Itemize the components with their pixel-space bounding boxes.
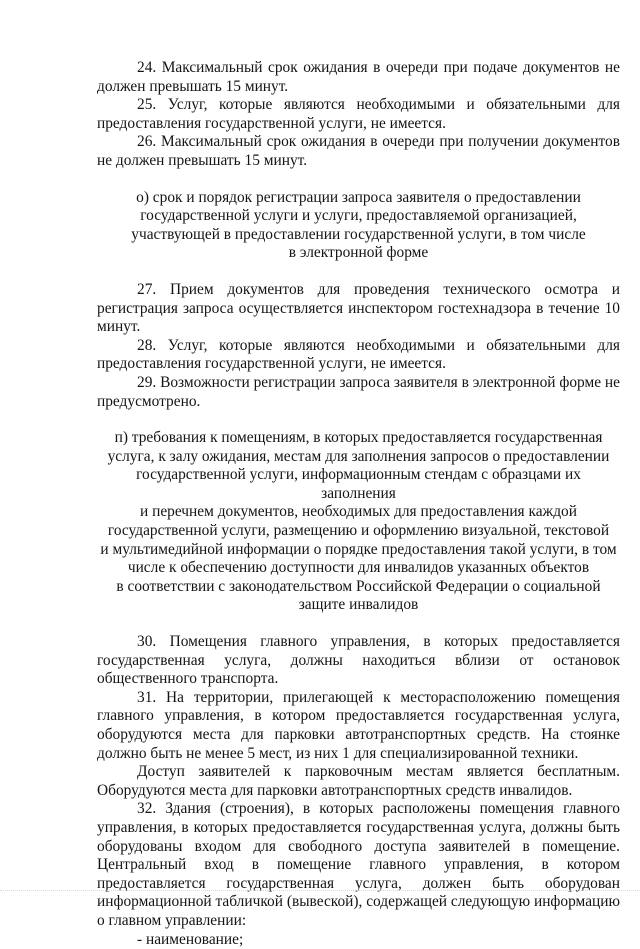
paragraph-30: 30. Помещения главного управления, в которых предоставляется государственная услуга, должны находиться вблизи от остановок общественного транспорта. — [97, 633, 620, 688]
paragraph-32: 32. Здания (строения), в которых расположены помещения главного управления, в которых предоставляется государственная услуга, должны быть оборудованы входом для свободного доступа заявителей в помещение. Центральный вход в помещение главного управления, в котором предоставляется государственная услуга, должен быть оборудован информационной табличкой (вывеской), содержащей следующую информацию о главном управлении: — [97, 800, 620, 929]
section-heading-p-line: в соответствии с законодательством Российской Федерации о социальной — [116, 577, 601, 595]
section-heading-p-line: и перечнем документов, необходимых для предоставления каждой — [140, 503, 577, 521]
paragraph-31-continued: Доступ заявителей к парковочным местам является бесплатным. Оборудуются места для парковки автотранспортных средств инвалидов. — [97, 763, 620, 799]
paragraph-28: 28. Услуг, которые являются необходимыми и обязательными для предоставления государственной услуги, не имеется. — [97, 336, 620, 373]
section-heading-o-line: о) срок и порядок регистрации запроса заявителя о предоставлении — [136, 188, 581, 206]
document-page — [97, 59, 620, 949]
paragraph-29: 29. Возможности регистрации запроса заявителя в электронной форме не предусмотрено. — [97, 373, 620, 410]
section-heading-o-line: участвующей в предоставлении государственной услуги, в том числе — [131, 225, 586, 243]
section-heading-o-line: государственной услуги и услуги, предоставляемой организацией, — [140, 207, 577, 225]
section-heading-p-line: и мультимедийной информации о порядке предоставления такой услуги, в том — [100, 540, 617, 558]
section-heading-p-line: услуга, к залу ожидания, местам для заполнения запросов о предоставлении — [107, 447, 610, 465]
section-heading-o-line: в электронной форме — [288, 244, 429, 262]
paragraph-31: 31. На территории, прилегающей к месторасположению помещения главного управления, в котором предоставляется государственная услуга, оборудуются места для парковки автотранспортных средств. На стоянке должно быть не менее 5 мест, из них 1 для специализированной техники. — [97, 688, 620, 762]
paragraph-24: 24. Максимальный срок ожидания в очереди при подаче документов не должен превышать 15 минут. — [97, 59, 620, 95]
list-item-name: - наименование; — [137, 930, 244, 948]
scan-edge-divider — [0, 890, 640, 892]
paragraph-26: 26. Максимальный срок ожидания в очереди при получении документов не должен превышать 15 минут. — [97, 133, 620, 169]
section-heading-p-line: государственной услуги, информационным стендам с образцами их заполнения — [136, 466, 581, 502]
section-heading-p-line: государственной услуги, размещению и оформлению визуальной, текстовой — [107, 522, 610, 540]
section-heading-p-line: числе к обеспечению доступности для инвалидов указанных объектов — [127, 559, 590, 577]
paragraph-27: 27. Прием документов для проведения технического осмотра и регистрация запроса осуществляется инспектором гостехнадзора в течение 10 минут. — [97, 280, 620, 336]
paragraph-25: 25. Услуг, которые являются необходимыми и обязательными для предоставления государственной услуги, не имеется. — [97, 96, 620, 132]
section-heading-p-line: п) требования к помещениям, в которых предоставляется государственная — [114, 429, 603, 447]
section-heading-o — [97, 189, 620, 263]
section-heading-p-line: защите инвалидов — [298, 596, 419, 614]
section-heading-p — [97, 429, 620, 615]
